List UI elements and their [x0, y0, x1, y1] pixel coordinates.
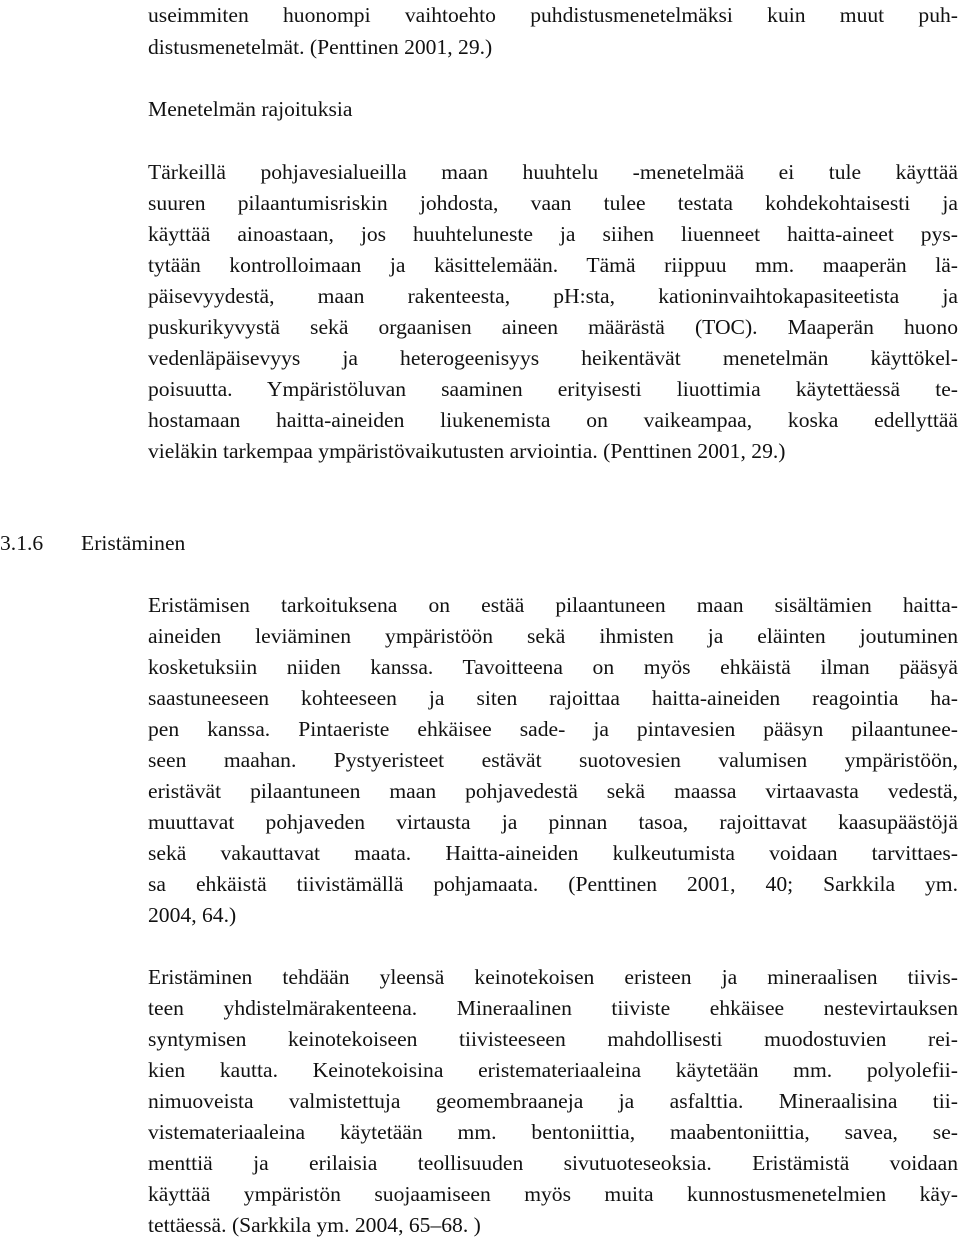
text-line: päisevyydestä, maan rakenteesta, pH:sta, kationinvaihtokapasiteetista ja — [148, 284, 958, 308]
text-line: hostamaan haitta-aineiden liukenemista on vaikeampaa, koska edellyttää — [148, 408, 958, 432]
text-line: kien kautta. Keinotekoisina eristemateriaaleina käytetään mm. polyolefii- — [148, 1058, 958, 1082]
text-line: käyttää ainoastaan, jos huuhteluneste ja siihen liuenneet haitta-aineet pys- — [148, 222, 958, 246]
text-line: sekä vakauttavat maata. Haitta-aineiden kulkeutumista voidaan tarvittaes- — [148, 841, 958, 865]
section-title: Eristäminen — [81, 531, 186, 555]
text-line: Tärkeillä pohjavesialueilla maan huuhtelu -menetelmää ei tule käyttää — [148, 160, 958, 184]
text-line: eristävät pilaantuneen maan pohjavedestä sekä maassa virtaavasta vedestä, — [148, 779, 958, 803]
section-number: 3.1.6 — [0, 531, 44, 555]
text-line: Eristäminen tehdään yleensä keinotekoisen eristeen ja mineraalisen tiivis- — [148, 965, 958, 989]
text-line: pen kanssa. Pintaeriste ehkäisee sade- ja pintavesien pääsyn pilaantunee- — [148, 717, 958, 741]
text-line: puskurikyvystä sekä orgaanisen aineen määrästä (TOC). Maaperän huono — [148, 315, 958, 339]
subheading: Menetelmän rajoituksia — [148, 97, 353, 121]
text-line: useimmiten huonompi vaihtoehto puhdistusmenetelmäksi kuin muut puh- — [148, 3, 958, 27]
text-line: vedenläpäisevyys ja heterogeenisyys heikentävät menetelmän käyttökel- — [148, 346, 958, 370]
text-line: saastuneeseen kohteeseen ja siten rajoittaa haitta-aineiden reagointia ha- — [148, 686, 958, 710]
text-line: tettäessä. (Sarkkila ym. 2004, 65–68. ) — [148, 1213, 481, 1237]
text-line: suuren pilaantumisriskin johdosta, vaan tulee testata kohdekohtaisesti ja — [148, 191, 958, 215]
text-line: Eristämisen tarkoituksena on estää pilaantuneen maan sisältämien haitta- — [148, 593, 958, 617]
text-line: distusmenetelmät. (Penttinen 2001, 29.) — [148, 35, 493, 59]
text-line: poisuutta. Ympäristöluvan saaminen erityisesti liuottimia käytettäessä te- — [148, 377, 958, 401]
text-line: syntymisen keinotekoiseen tiivisteeseen mahdollisesti muodostuvien rei- — [148, 1027, 958, 1051]
text-line: 2004, 64.) — [148, 903, 237, 927]
text-line: käyttää ympäristön suojaamiseen myös muita kunnostusmenetelmien käy- — [148, 1182, 958, 1206]
text-line: muuttavat pohjaveden virtausta ja pinnan tasoa, rajoittavat kaasupäästöjä — [148, 810, 958, 834]
text-line: nimuoveista valmistettuja geomembraaneja ja asfalttia. Mineraalisina tii- — [148, 1089, 958, 1113]
text-line: teen yhdistelmärakenteena. Mineraalinen tiiviste ehkäisee nestevirtauksen — [148, 996, 958, 1020]
text-line: menttiä ja erilaisia teollisuuden sivutuoteseoksia. Eristämistä voidaan — [148, 1151, 958, 1175]
text-line: tytään kontrolloimaan ja käsittelemään. Tämä riippuu mm. maaperän lä- — [148, 253, 958, 277]
text-line: vieläkin tarkempaa ympäristövaikutusten arviointia. (Penttinen 2001, 29.) — [148, 439, 786, 463]
text-line: sa ehkäistä tiivistämällä pohjamaata. (Penttinen 2001, 40; Sarkkila ym. — [148, 872, 958, 896]
text-line: aineiden leviäminen ympäristöön sekä ihmisten ja eläinten joutuminen — [148, 624, 958, 648]
text-line: seen maahan. Pystyeristeet estävät suotovesien valumisen ympäristöön, — [148, 748, 958, 772]
text-line: kosketuksiin niiden kanssa. Tavoitteena on myös ehkäistä ilman pääsyä — [148, 655, 958, 679]
section-heading — [0, 528, 960, 558]
text-line: vistemateriaaleina käytetään mm. bentoniittia, maabentoniittia, savea, se- — [148, 1120, 958, 1144]
